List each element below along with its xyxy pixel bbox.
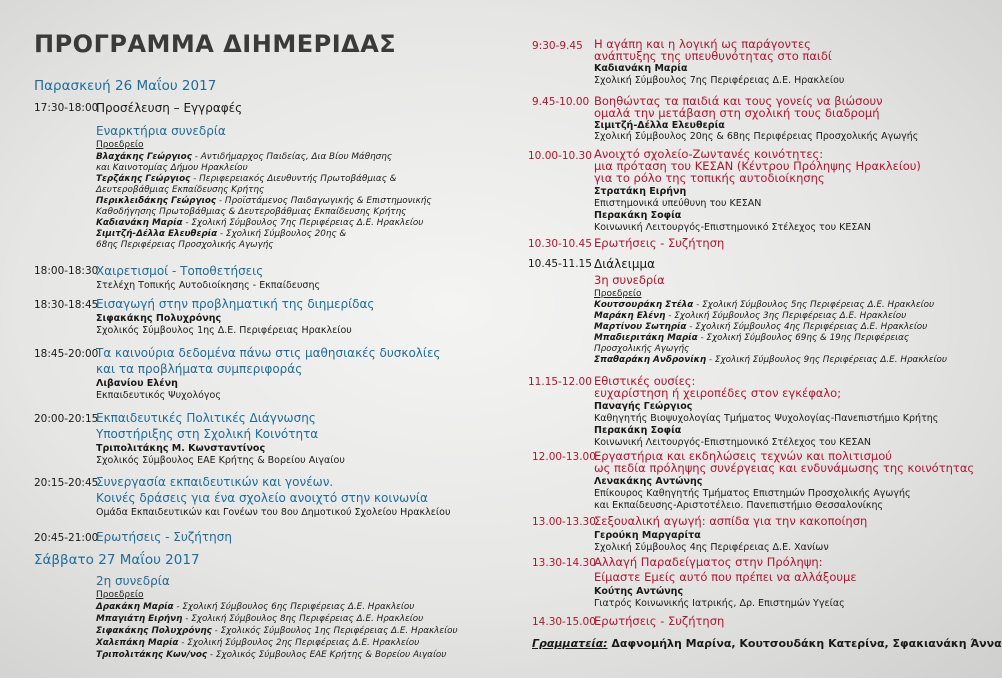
session-title: Τα καινούρια δεδομένα πάνω στις μαθησιακές δυσκολίες [96, 346, 441, 360]
speaker-name: Σιμιτζή-Δέλλα Ελευθερία [594, 120, 725, 131]
speaker-role: Στελέχη Τοπικής Αυτοδιοίκησης - Εκπαίδευσης [96, 280, 321, 291]
speaker-name: Περακάκη Σοφία [594, 425, 682, 436]
speaker-role: Σχολική Σύμβουλος 20ης & 68ης Περιφέρειας Προσχολικής Αγωγής [594, 131, 919, 142]
speaker-role: Επίκουρος Καθηγητής Τμήματος Επιστημών Προσχολικής Αγωγής [594, 488, 911, 499]
day-heading-saturday: Σάββατο 27 Μαΐου 2017 [34, 552, 200, 568]
chair-member: Σιμιτζή-Δέλλα Ελευθερία - Σχολική Σύμβουλος 20ης & [96, 229, 347, 239]
time-slot: 17:30-18:00 [34, 102, 99, 114]
secretariat-line: Γραμματεία: Δαφνομήλη Μαρίνα, Κουτσουδάκη Κατερίνα, Σφακιανάκη Άννα [532, 637, 1002, 650]
speaker-name: Σιφακάκης Πολυχρόνης [96, 313, 222, 324]
chair-member: Μαράκη Ελένη - Σχολική Σύμβουλος 3ης Περιφέρειας Δ.Ε. Ηρακλείου [594, 311, 907, 321]
session-title-line2: και τα προβλήματα συμπεριφοράς [96, 362, 303, 376]
session-title-line2: ως πεδία πρόληψης συνέργειας και ενδυνάμωσης της κοινότητας [594, 461, 975, 475]
chair-member: Δρακάκη Μαρία - Σχολική Σύμβουλος 6ης Περιφέρειας Δ.Ε. Ηρακλείου [96, 602, 415, 612]
speaker-name: Λενακάκης Αντώνης [594, 476, 703, 487]
speaker-role: Κοινωνική Λειτουργός-Επιστημονικό Στέλεχος του ΚΕΣΑΝ [594, 437, 871, 448]
session-title-line2: ευχαρίστηση ή χειροπέδες στον εγκέφαλο; [594, 386, 842, 400]
speaker-name: Καδιανάκη Μαρία [594, 63, 688, 74]
chair-member: Μαρτίνου Σωτηρία - Σχολική Σύμβουλος 4ης Περιφέρειας Δ.Ε. Ηρακλείου [594, 322, 928, 332]
speaker-name: Τριπολιτάκης Μ. Κωνσταντίνος [96, 443, 266, 454]
speaker-role: Γιατρός Κοινωνικής Ιατρικής, Δρ. Επιστημών Υγείας [594, 598, 845, 609]
speaker-role: Κοινωνική Λειτουργός-Επιστημονικό Στέλεχος του ΚΕΣΑΝ [594, 222, 871, 233]
chair-member-role: και Καινοτομίας Δήμου Ηρακλείου [96, 163, 248, 173]
chair-member-role: 68ης Περιφέρειας Προσχολικής Αγωγής [96, 240, 274, 250]
session-title-line2: Υποστήριξης στη Σχολική Κοινότητα [96, 427, 319, 441]
time-slot: 14.30-15.00 [532, 616, 596, 628]
session-title: Εκπαιδευτικές Πολιτικές Διάγνωσης [96, 411, 316, 425]
session-title: Ανοιχτό σχολείο-Ζωντανές κοινότητες: [594, 147, 824, 161]
session-title: Βοηθώντας τα παιδιά και τους γονείς να βιώσουν [594, 94, 883, 108]
speaker-role: Ομάδα Εκπαιδευτικών και Γονέων του 8ου Δημοτικού Σχολείου Ηρακλείου [96, 507, 451, 518]
time-slot: 10.00-10.30 [528, 150, 592, 162]
speaker-name: Στρατάκη Ειρήνη [594, 186, 687, 197]
session-title: Προσέλευση – Εγγραφές [96, 101, 243, 115]
session-title: Η αγάπη και η λογική ως παράγοντες [594, 37, 811, 51]
speaker-role: Καθηγητής Βιοψυχολογίας Τμήματος Ψυχολογίας-Πανεπιστήμιο Κρήτης [594, 413, 939, 424]
time-slot: 10.45-11.15 [528, 258, 592, 270]
session-title-line2: μια πρόταση του ΚΕΣΑΝ (Κέντρου Πρόληψης Ηρακλείου) [594, 159, 921, 173]
chair-member: Καδιανάκη Μαρία - Σχολική Σύμβουλος 7ης Περιφέρειας Δ.Ε. Ηρακλείου [96, 218, 424, 228]
chair-label: Προεδρείο [594, 289, 642, 299]
speaker-role-line2: και Εκπαίδευσης-Αριστοτέλειο. Πανεπιστήμιο Θεσσαλονίκης [594, 500, 884, 511]
time-slot: 13.30-14.30 [532, 557, 596, 569]
chair-label: Προεδρείο [96, 140, 144, 150]
session-title-line2: ανάπτυξης της υπευθυνότητας στο παιδί [594, 49, 832, 63]
session-title: Εθιστικές ουσίες: [594, 374, 696, 388]
session-title: Ερωτήσεις - Συζήτηση [594, 236, 725, 250]
chair-member: Βλαχάκης Γεώργιος - Αντιδήμαρχος Παιδείας, Δια Βίου Μάθησης [96, 152, 392, 162]
time-slot: 13.00-13.30 [532, 516, 596, 528]
time-slot: 20:45-21:00 [34, 532, 99, 544]
speaker-name: Παναγής Γεώργιος [594, 401, 693, 412]
chair-member: Περικλειδάκης Γεώργιος - Προϊστάμενος Παιδαγωγικής & Επιστημονικής [96, 196, 432, 206]
time-slot: 18:45-20:00 [34, 348, 99, 360]
time-slot: 18:00-18:30 [34, 265, 99, 277]
time-slot: 9.45-10.00 [532, 96, 590, 108]
session-title: Εργαστήρια και εκδηλώσεις τεχνών και πολιτισμού [594, 449, 892, 463]
chair-member-role: Δευτεροβάθμιας Εκπαίδευσης Κρήτης [96, 185, 265, 195]
session-title: Συνεργασία εκπαιδευτικών και γονέων. [96, 475, 334, 489]
speaker-name: Λιβανίου Ελένη [96, 378, 178, 389]
session-title: Ερωτήσεις - Συζήτηση [96, 530, 232, 544]
chair-member: Τριπολιτάκης Κων/νος - Σχολικός Σύμβουλος ΕΑΕ Κρήτης & Βορείου Αιγαίου [96, 650, 447, 660]
speaker-role: Σχολικός Σύμβουλος ΕΑΕ Κρήτης & Βορείου Αιγαίου [96, 455, 345, 466]
speaker-name: Περακάκη Σοφία [594, 210, 682, 221]
time-slot: 11.15-12.00 [528, 376, 592, 388]
speaker-role: Σχολικός Σύμβουλος 1ης Δ.Ε. Περιφέρειας Ηρακλείου [96, 325, 352, 336]
chair-member: Μπαγιάτη Ειρήνη - Σχολική Σύμβουλος 8ης Περιφέρειας Δ.Ε. Ηρακλείου [96, 614, 424, 624]
session-title: Διάλειμμα [594, 257, 656, 271]
session-title: Σεξουαλική αγωγή: ασπίδα για την κακοποίηση [594, 514, 868, 528]
session-heading: 2η συνεδρία [96, 574, 170, 588]
day-heading-friday: Παρασκευή 26 Μαΐου 2017 [34, 78, 217, 94]
speaker-role: Σχολική Σύμβουλος 7ης Περιφέρειας Δ.Ε. Ηρακλείου [594, 75, 845, 86]
speaker-role: Εκπαιδευτικός Ψυχολόγος [96, 390, 221, 401]
time-slot: 18:30-18:45 [34, 299, 99, 311]
session-title: Αλλαγή Παραδείγματος στην Πρόληψη: [594, 555, 823, 569]
session-title-line2: Κοινές δράσεις για ένα σχολείο ανοιχτό στην κοινωνία [96, 491, 428, 505]
time-slot: 10.30-10.45 [528, 238, 592, 250]
chair-label: Προεδρείο [96, 590, 144, 600]
chair-member: Σιφακάκης Πολυχρόνης - Σχολικός Σύμβουλος 1ης Περιφέρειας Δ.Ε. Ηρακλείου [96, 626, 458, 636]
chair-member: Κουτσουράκη Στέλα - Σχολική Σύμβουλος 5ης Περιφέρειας Δ.Ε. Ηρακλείου [594, 300, 935, 310]
chair-member: Μπαδιεριτάκη Μαρία - Σχολική Σύμβουλος 69ης & 19ης Περιφέρειας [594, 333, 910, 343]
session-title-line3: για το ρόλο της τοπικής αυτοδιοίκησης [594, 171, 825, 185]
page-title: ΠΡΟΓΡΑΜΜΑ ΔΙΗΜΕΡΙΔΑΣ [34, 30, 397, 58]
time-slot: 9:30-9.45 [532, 40, 583, 52]
time-slot: 20:15-20:45 [34, 477, 99, 489]
chair-member-role: Καθοδήγησης Πρωτοβάθμιας & Δευτεροβάθμιας Εκπαίδευσης Κρήτης [96, 207, 407, 217]
chair-member: Χαλεπάκη Μαρία - Σχολική Σύμβουλος 2ης Περιφέρειας Δ.Ε. Ηρακλείου [96, 638, 420, 648]
session-title-line2: Είμαστε Εμείς αυτό που πρέπει να αλλάξουμε [594, 570, 857, 584]
speaker-name: Κούτης Αντώνης [594, 586, 684, 597]
speaker-name: Γερούκη Μαργαρίτα [594, 530, 701, 541]
chair-member-role: Προσχολικής Αγωγής [594, 344, 690, 354]
chair-member: Τερζάκης Γεώργιος - Περιφερειακός Διευθυντής Πρωτοβάθμιας & [96, 174, 397, 184]
session-title-line2: ομαλά την μετάβαση στη σχολική τους διαδρομή [594, 106, 880, 120]
session-heading: Εναρκτήρια συνεδρία [96, 124, 226, 138]
time-slot: 12.00-13.00 [532, 451, 596, 463]
speaker-role: Επιστημονικά υπεύθυνη του ΚΕΣΑΝ [594, 198, 762, 209]
session-title: Ερωτήσεις - Συζήτηση [594, 614, 725, 628]
session-title: Χαιρετισμοί - Τοποθετήσεις [96, 264, 264, 278]
chair-member: Σπαθαράκη Ανδρονίκη - Σχολική Σύμβουλος 9ης Περιφέρειας Δ.Ε. Ηρακλείου [594, 355, 947, 365]
speaker-role: Σχολική Σύμβουλος 4ης Περιφέρειας Δ.Ε. Χανίων [594, 542, 829, 553]
session-title: Εισαγωγή στην προβληματική της διημερίδας [96, 297, 375, 311]
session-heading: 3η συνεδρία [594, 273, 665, 287]
time-slot: 20:00-20:15 [34, 413, 99, 425]
